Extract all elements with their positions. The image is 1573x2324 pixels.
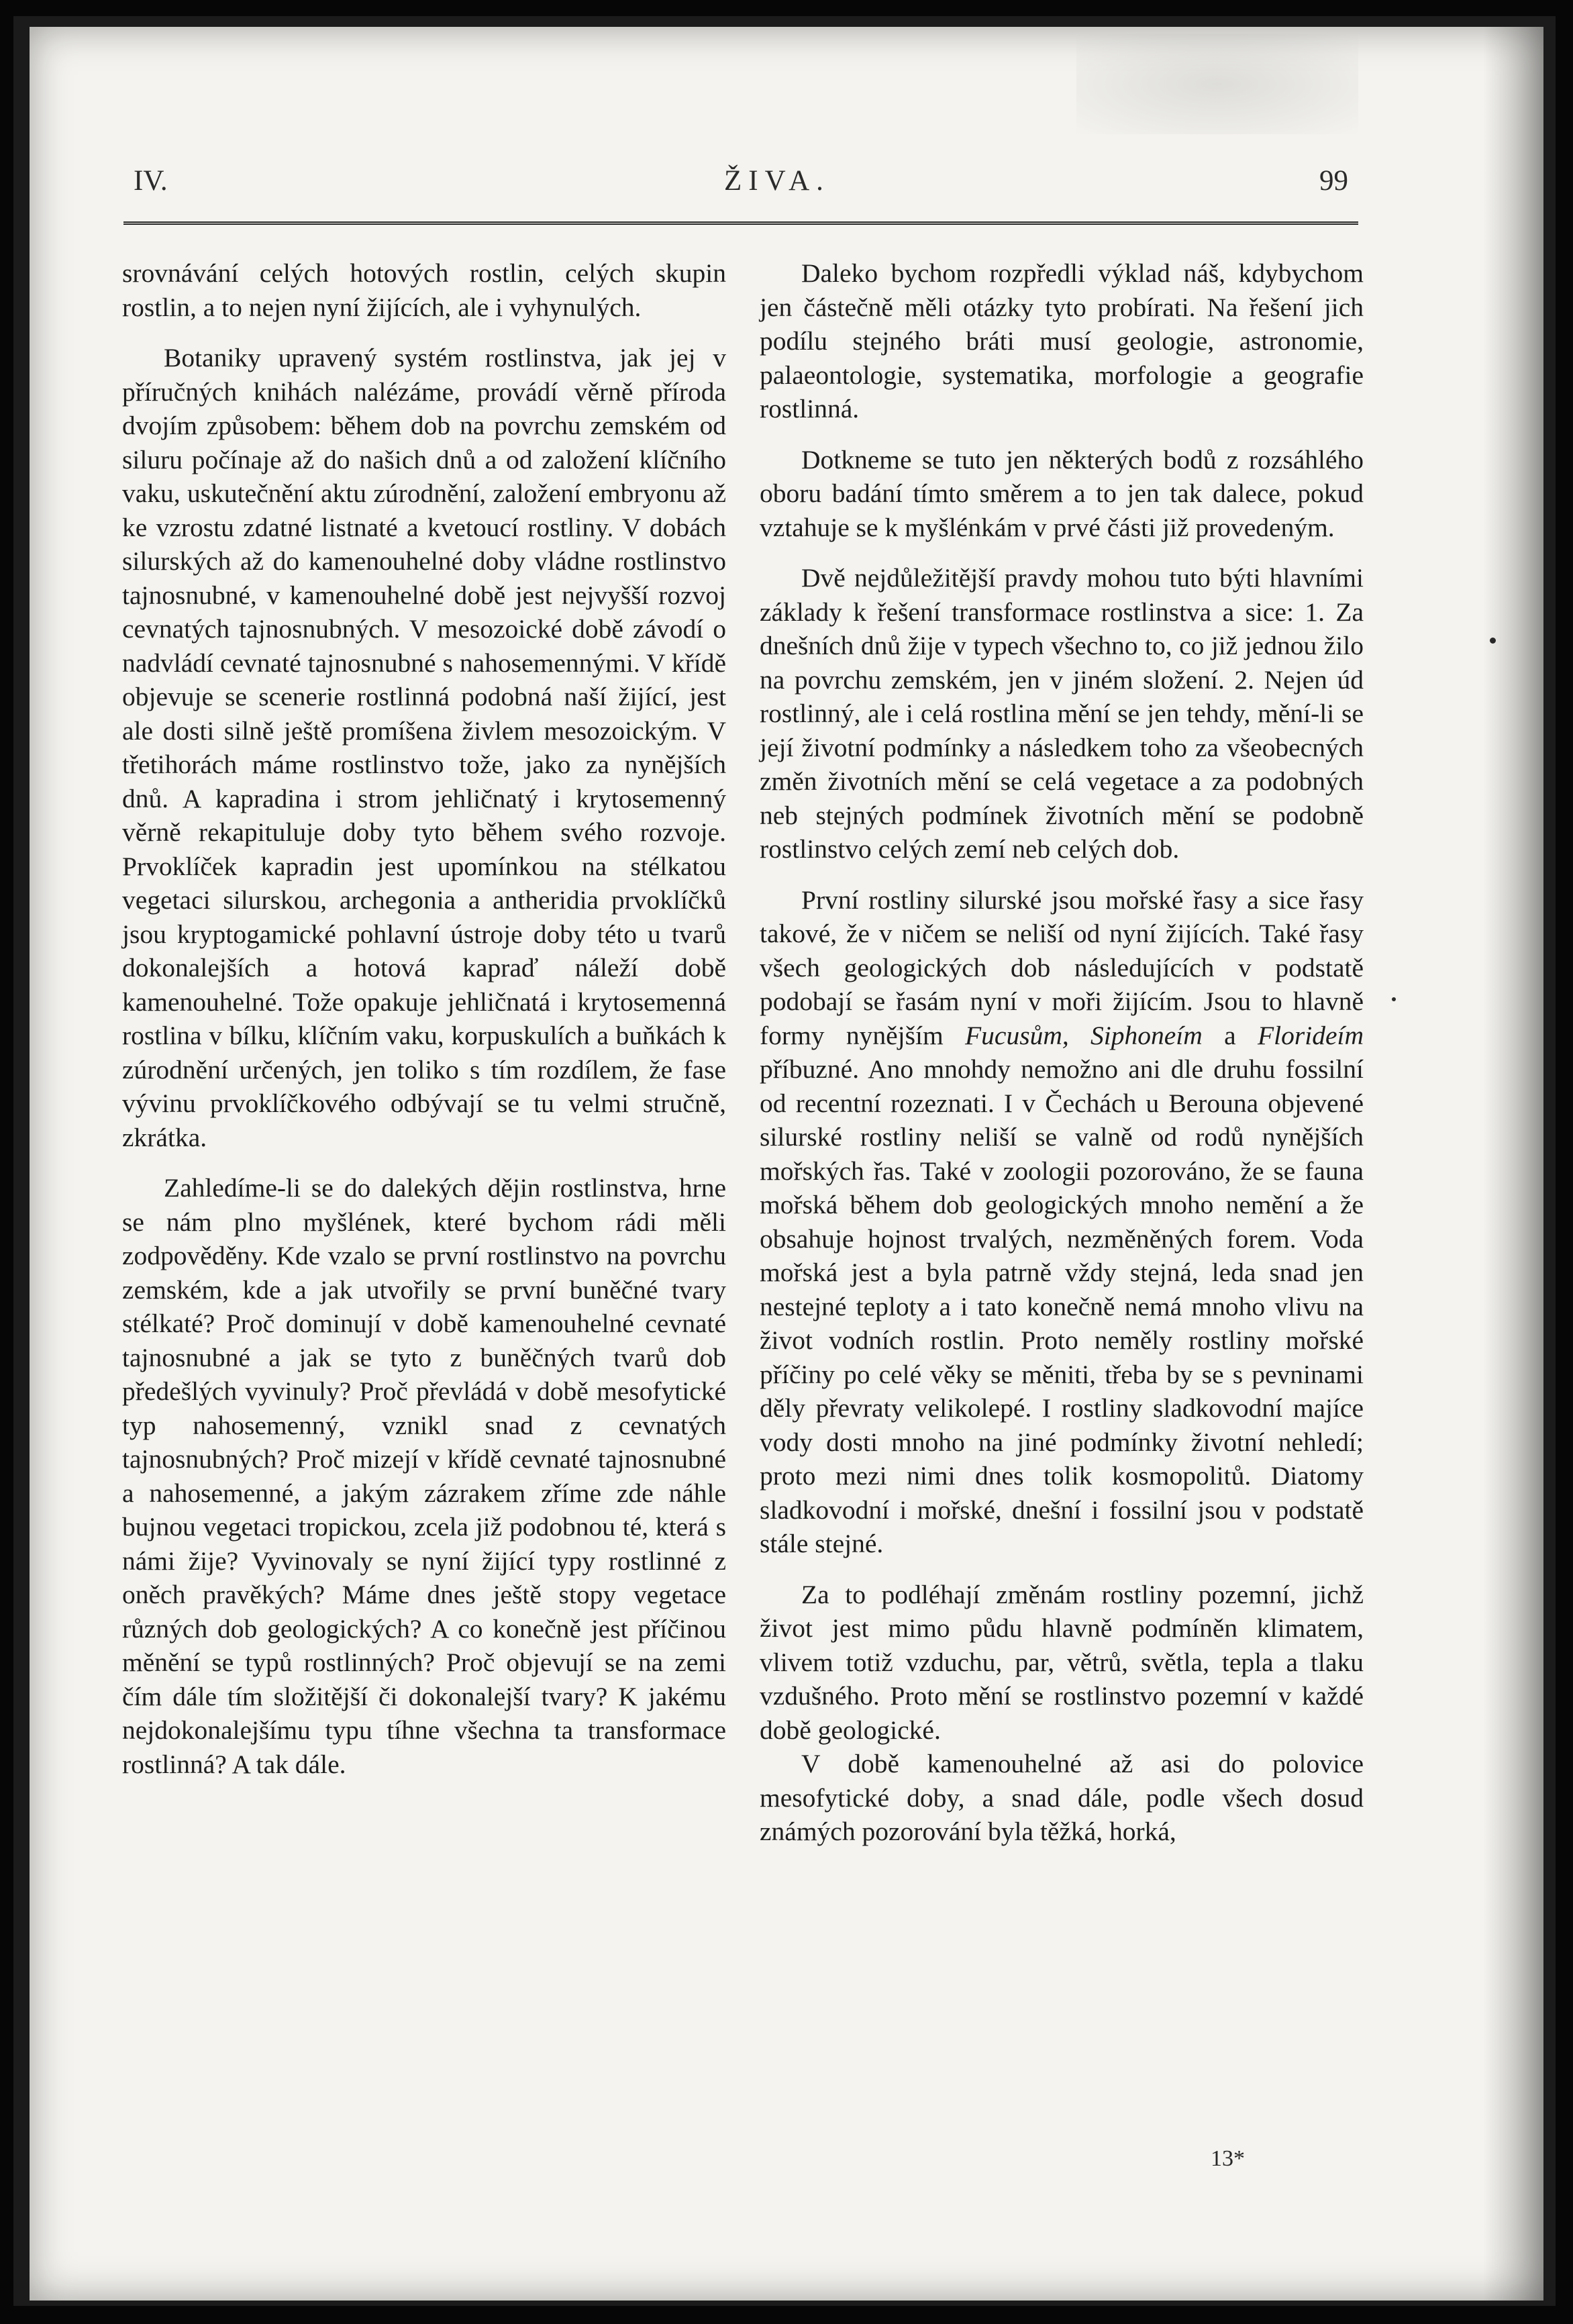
paragraph xyxy=(760,883,1364,1561)
paragraph: V době kamenouhelné až asi do polovice mesofytické doby, a snad dále, podle všech dosud známých pozorování byla těžká, horká, xyxy=(760,1749,1364,1846)
header-rule xyxy=(123,221,1358,225)
paragraph: srovnávání celých hotových rostlin, celých skupin rostlin, a to nejen nyní žijících, ale i vyhynulých. xyxy=(122,258,726,322)
journal-title: ŽIVA. xyxy=(724,165,830,197)
text-run: První rostliny silurské jsou mořské řasy a sice řasy takové, že v ničem se neliší od nyní žijících. Také řasy všech geologických dob následujících v podstatě podobají se řasám nyní v moři žijícím. Jsou to hlavně formy nynějším xyxy=(760,885,1364,1050)
text-run: a xyxy=(1202,1020,1258,1050)
page-number: 99 xyxy=(1319,165,1348,197)
scan-speck xyxy=(1490,638,1496,644)
paragraph: Botaniky upravený systém rostlinstva, jak jej v příručných knihách nalézáme, provádí věrně příroda dvojím způsobem: během dob na povrchu zemském od siluru počínaje až do našich dnů a od založení klíčního vaku, uskutečnění aktu zúrodnění, založení embryonu až ke vzrostu zdatné listnaté a kvetoucí rostliny. V dobách silurských až do kamenouhelné doby vládne rostlinstvo tajnosnubné, v kamenouhelné době jest nejvyšší rozvoj cevnatých tajnosnubných. V mesozoické době závodí o nadvládí cevnaté tajnosnubné s nahosemennými. V křídě objevuje se scenerie rostlinná podobná naší žijící, jest ale dosti silně ještě promíšena živlem mesozoickým. V třetihorách máme rostlinstvo tože, jako za nynějších dnů. A kapradina i strom jehličnatý i krytosemenný věrně rekapituluje doby tyto během svého rozvoje. Prvoklíček kapradin jest upomínkou na stélkatou vegetaci silurskou, archegonia a antheridia prvoklíčků jsou kryptogamické pohlavní ústroje doby této u tvarů dokonalejších a hotová kapraď náleží době kamenouhelné. Tože opakuje jehličnatá i krytosemenná rostlina v bílku, klíčním vaku, korpuskulích a buňkách k zúrodnění určených, jen toliko s tím rozdílem, že fase vývinu prvoklíčkového odbývají se tu velmi stručně, zkrátka. xyxy=(122,343,726,1152)
right-column xyxy=(760,256,1364,1866)
scan-smudge xyxy=(1076,34,1358,134)
paragraph: Za to podléhají změnám rostliny pozemní, jichž život jest mimo půdu hlavně podmíněn klimatem, vlivem totiž vzduchu, par, větrů, světla, tepla a tlaku vzdušného. Proto mění se rostlinstvo pozemní v každé době geologické. xyxy=(760,1579,1364,1745)
paragraph: Zahledíme-li se do dalekých dějin rostlinstva, hrne se nám plno myšlének, které bychom rádi měli zodpověděny. Kde vzalo se první rostlinstvo na povrchu zemském, kde a jak utvořily se první buněčné tvary stélkaté? Proč dominují v době kamenouhelné cevnaté tajnosnubné a jak se tyto z buněčných tvarů dob předešlých vyvinuly? Proč převládá v době mesofytické typ nahosemenný, vznikl snad z cevnatých tajnosnubných? Proč mizejí v křídě cevnaté tajnosnubné a nahosemenné, a jakým zázrakem zříme zde náhle bujnou vegetaci tropickou, zcela již podobnou té, která s námi žije? Vyvinovaly se nyní žijící typy rostlinné z oněch pravěkých? Máme dnes ještě stopy vegetace různých dob geologických? A co konečně jest příčinou měnění se typů rostlinných? Proč objevují se na zemi čím dále tím složitější či dokonalejší tvary? K jakému nejdokonalejšímu typu tíhne všechna ta transformace rostlinná? A tak dále. xyxy=(122,1173,726,1779)
paragraph: Dvě nejdůležitější pravdy mohou tuto býti hlavními základy k řešení transformace rostlinstva a sice: 1. Za dnešních dnů žije v typech všechno to, co již jednou žilo na povrchu zemském, jen v jiném složení. 2. Nejen úd rostlinný, ale i celá rostlina mění se jen tehdy, mění-li se její životní podmínky a následkem toho za všeobecných změn životních mění se celá vegetace a za podobných neb stejných podmínek životních mění se podobně rostlinstvo celých zemí neb celých dob. xyxy=(760,563,1364,864)
page xyxy=(30,27,1543,2301)
paragraph: Dotkneme se tuto jen některých bodů z rozsáhlého oboru badání tímto směrem a to jen tak dalece, pokud vztahuje se k myšlénkám v prvé části již provedeným. xyxy=(760,444,1364,542)
running-header xyxy=(134,164,1348,205)
left-column xyxy=(122,256,726,1798)
signature-mark: 13* xyxy=(1211,2146,1245,2171)
volume-number: IV. xyxy=(134,165,168,197)
paragraph: Daleko bychom rozpředli výklad náš, kdybychom jen částečně měli otázky tyto probírati. Na řešení jich podílu stejného bráti musí geologie, astronomie, palaeontologie, systematika, morfologie a geografie rostlinná. xyxy=(760,258,1364,423)
italic-term: Florideím xyxy=(1258,1020,1364,1050)
scan-speck xyxy=(1392,997,1396,1001)
text-run: příbuzné. Ano mnohdy nemožno ani dle druhu fossilní od recentní rozeznati. I v Čechách u Berouna objevené silurské rostliny neliší se valně od rodů nynějších mořských řas. Také v zoologii pozorováno, že se fauna mořská během dob geologických mnoho nemění a že obsahuje hojnost trvalých, nezměněných forem. Voda mořská jest a byla patrně vždy stejná, leda snad jen nestejné teploty a i tato konečně nemá mnoho vlivu na život vodních rostlin. Proto neměly rostliny mořské příčiny po celé věky se měniti, třeba by se s pevninami děly převraty velikolepé. I rostliny sladkovodní majíce vody dosti mnoho na jiné podmínky životní nehledí; proto mezi nimi dnes tolik kosmopolitů. Diatomy sladkovodní i mořské, dnešní i fossilní jsou v podstatě stále stejné. xyxy=(760,1054,1364,1558)
italic-term: Fucusům, Siphoneím xyxy=(965,1020,1203,1050)
